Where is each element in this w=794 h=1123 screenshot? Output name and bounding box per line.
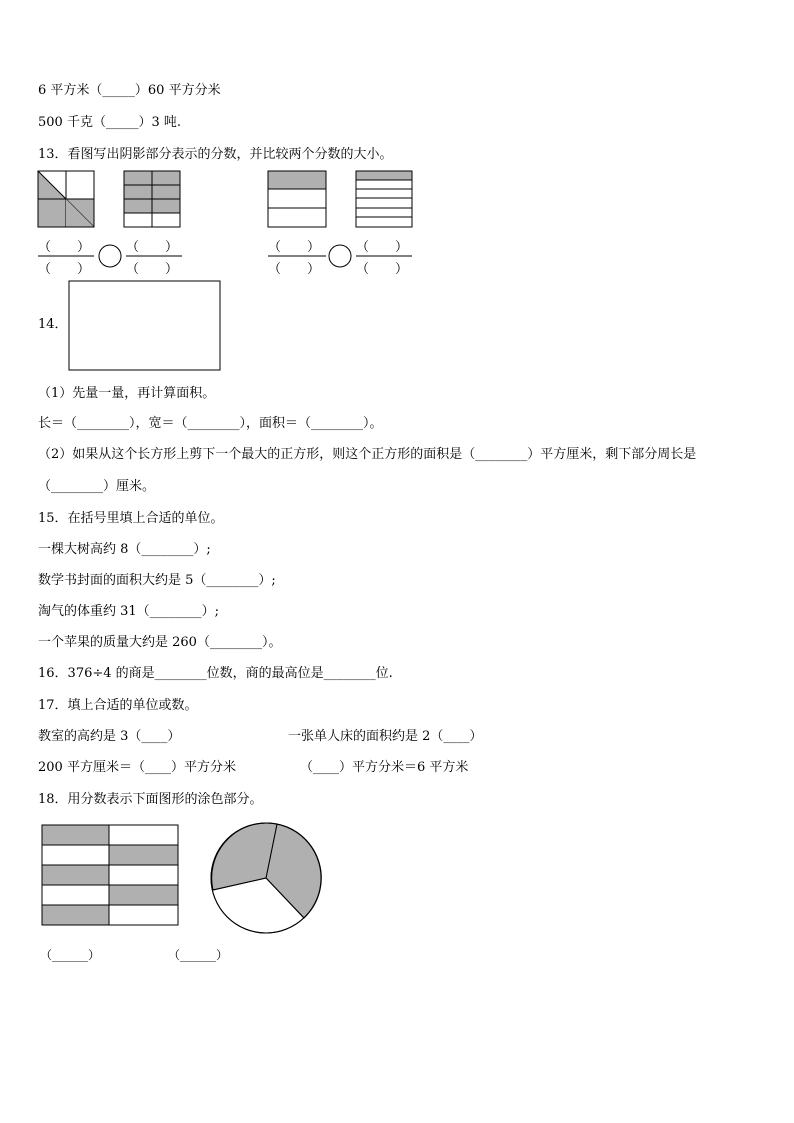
question-15: 15．在括号里填上合适的单位。 <box>38 511 224 526</box>
question-13: 13．看图写出阴影部分表示的分数，并比较两个分数的大小。 <box>38 147 393 162</box>
q18-pie <box>211 823 321 933</box>
q18-answer-2[interactable]: （______） <box>168 948 229 962</box>
q13-rows-6 <box>356 171 412 227</box>
question-17: 17．填上合适的单位或数。 <box>38 698 198 713</box>
q14-rectangle <box>68 280 222 372</box>
q17-item-a: 教室的高约是 3（____） <box>38 729 181 744</box>
frac-4-denominator[interactable]: （ ） <box>356 262 409 277</box>
q14-part-2-cont: （________）厘米。 <box>38 479 156 494</box>
frac-3-numerator[interactable]: （ ） <box>268 240 321 255</box>
q13-square-diagonal <box>38 171 94 227</box>
q13-grid-8 <box>124 171 180 227</box>
q18-answer-1[interactable]: （______） <box>40 948 101 962</box>
q15-item-a: 一棵大树高约 8（________）; <box>38 542 211 557</box>
compare-line-2: 500 千克（_____）3 吨. <box>38 115 181 130</box>
q13-rows-3 <box>268 171 326 227</box>
frac-2-denominator[interactable]: （ ） <box>126 262 179 277</box>
frac-1-numerator[interactable]: （ ） <box>38 240 91 255</box>
q14-part-2: （2）如果从这个长方形上剪下一个最大的正方形，则这个正方形的面积是（________）平方厘米，剩下部分周长是 <box>38 447 697 462</box>
compare-line-1: 6 平方米（_____）60 平方分米 <box>38 83 221 98</box>
question-18: 18．用分数表示下面图形的涂色部分。 <box>38 792 263 807</box>
q15-item-c: 淘气的体重约 31（________）; <box>38 604 220 619</box>
frac-2-numerator[interactable]: （ ） <box>126 240 179 255</box>
q14-part-1: （1）先量一量，再计算面积。 <box>38 386 216 401</box>
q15-item-d: 一个苹果的质量大约是 260（________）。 <box>38 635 282 650</box>
frac-3-denominator[interactable]: （ ） <box>268 262 321 277</box>
q15-item-b: 数学书封面的面积大约是 5（________）; <box>38 573 276 588</box>
question-14-number: 14． <box>38 317 68 332</box>
q18-figures <box>40 820 330 936</box>
frac-4-numerator[interactable]: （ ） <box>356 240 409 255</box>
frac-1-denominator[interactable]: （ ） <box>38 262 91 277</box>
q17-item-d: （____）平方分米＝6 平方米 <box>300 760 469 775</box>
question-16: 16．376÷4 的商是________位数，商的最高位是________位. <box>38 666 393 681</box>
q14-measure-line: 长＝（________），宽＝（________），面积＝（________）。 <box>38 416 383 431</box>
q17-item-c: 200 平方厘米＝（____）平方分米 <box>38 760 236 775</box>
q17-item-b: 一张单人床的面积约是 2（____） <box>288 729 483 744</box>
q18-rect-grid <box>42 825 178 925</box>
